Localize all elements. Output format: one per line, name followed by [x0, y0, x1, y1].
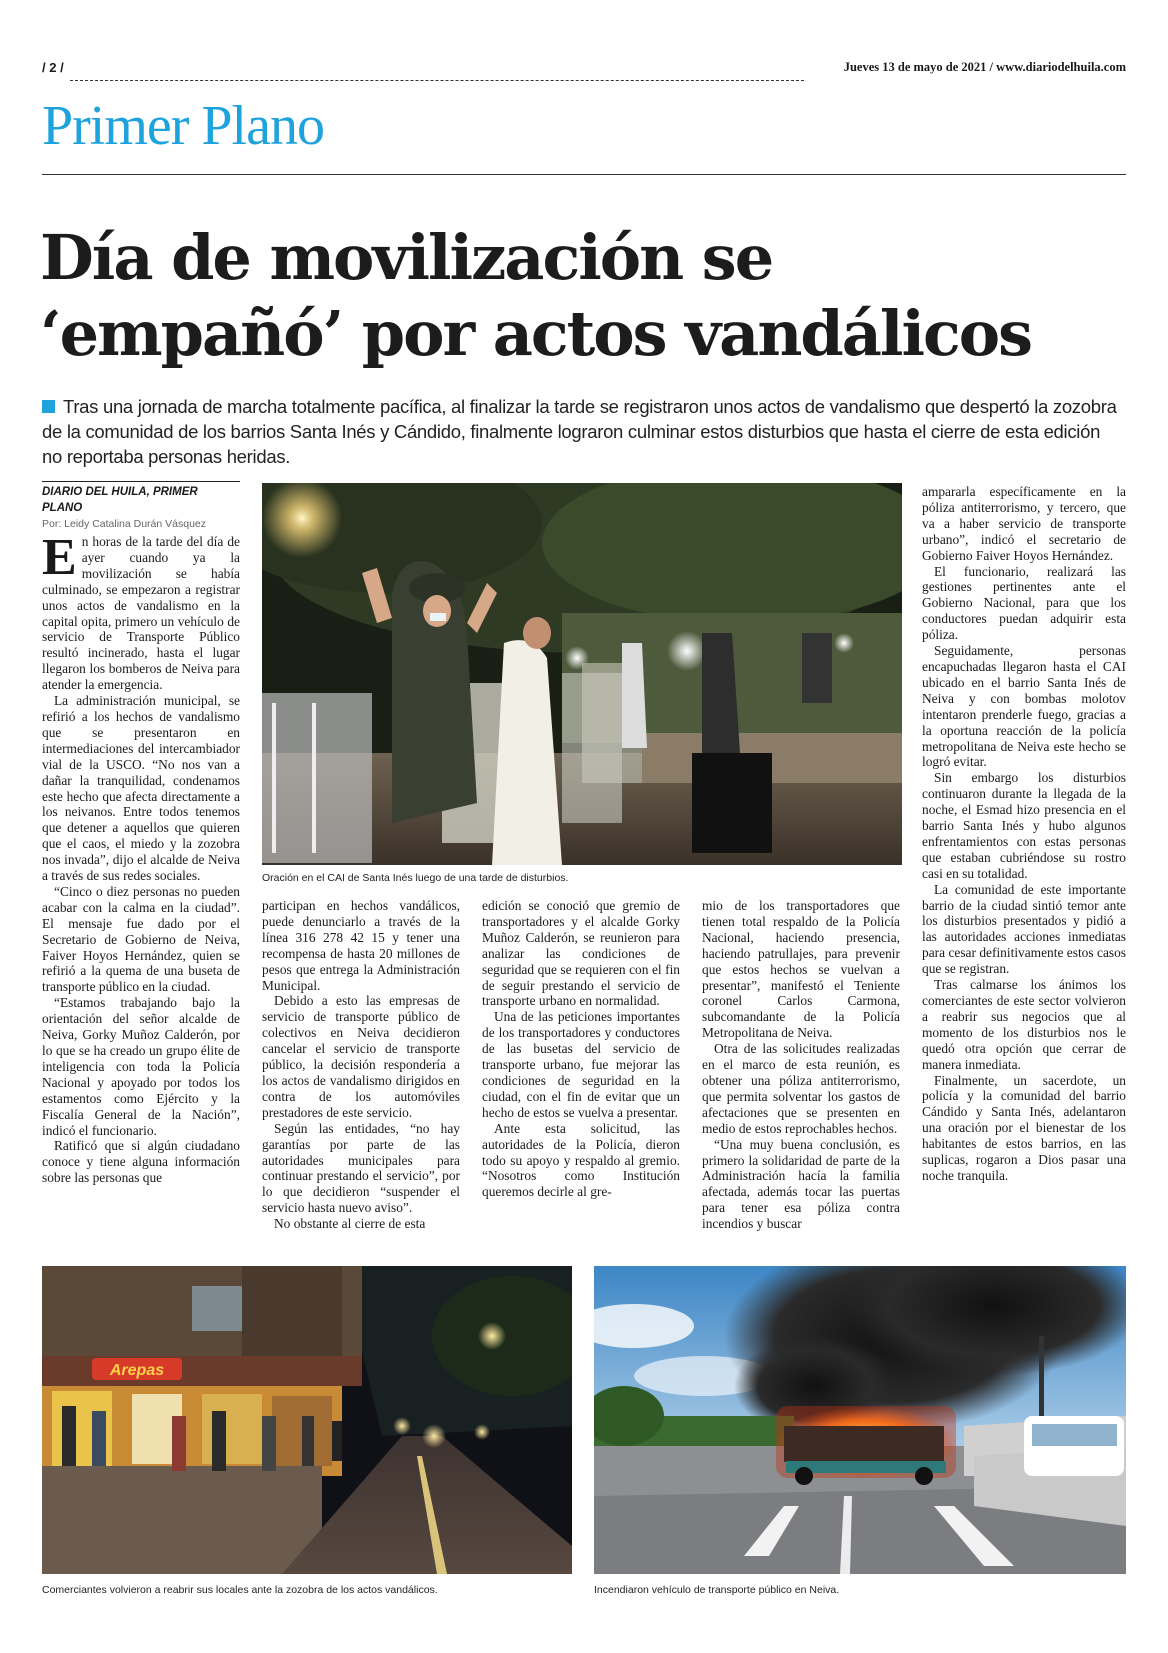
headline — [40, 220, 1130, 372]
article-column-5 — [922, 484, 1126, 1184]
page-number: / 2 / — [42, 60, 64, 75]
byline-divider — [42, 481, 240, 482]
article-column-1 — [42, 529, 240, 1186]
bottom-right-photo-caption: Incendiaron vehículo de transporte público en Neiva. — [594, 1584, 840, 1596]
column-1-paragraph-5: Ratificó que si algún ciudadano conoce y tiene alguna información sobre las personas que — [42, 1138, 240, 1186]
column-1-paragraph-2: La administración municipal, se refirió a los hechos de vandalismo que se presentaron en intermediaciones del intercambiador vial de la USCO. “No nos van a dañar la tranquilidad, condenamos este hecho que afecta directamente a los neivanos. Entre todos tenemos que detener a aquellos que quieren que el caos, el miedo y la zozobra nos invada”, dijo el alcalde de Neiva a través de sus redes sociales. — [42, 693, 240, 884]
page-header — [42, 60, 1126, 84]
street-night-illustration — [42, 1266, 572, 1574]
main-photo-prayer-cai — [262, 483, 902, 865]
column-4-paragraph-2: Otra de las solicitudes realizadas en el marco de esta reunión, es obtener una póliza antiterrorismo, que permita solventar los gastos de afectaciones que se presenten en medio de estos reprochables hechos. — [702, 1041, 900, 1136]
section-title: Primer Plano — [42, 95, 324, 157]
column-2-paragraph-2: Debido a esto las empresas de servicio de transporte público de colectivos en Neiva decidieron cancelar el servicio de transporte público, la decisión respondería a los actos de vandalismo dirigidos en contra de los automóviles prestadores de este servicio. — [262, 993, 460, 1120]
article-column-2 — [262, 898, 460, 1232]
byline-author: Por: Leidy Catalina Durán Vásquez — [42, 518, 207, 530]
article-column-3 — [482, 898, 680, 1200]
header-divider — [70, 80, 804, 81]
lead-bullet-square — [42, 400, 55, 413]
column-3-paragraph-2: Una de las peticiones importantes de los transportadores y conductores de las busetas del servicio de transporte urbano, fue mejorar las condiciones de seguridad en la ciudad, con el fin de evitar que un hecho de estos se vuelva a presentar. — [482, 1009, 680, 1120]
main-photo-illustration — [262, 483, 902, 865]
lead-text: Tras una jornada de marcha totalmente pacífica, al finalizar la tarde se registraron unos actos de vandalismo que despertó la zozobra de la comunidad de los barrios Santa Inés y Cándido, finalmente lograron culminar estos disturbios que hasta el cierre de esta edición no reportaba personas heridas. — [42, 396, 1117, 467]
column-4-paragraph-3: “Una muy buena conclusión, es primero la solidaridad de parte de la Administración hacía la familia afectada, además tocar las puertas para tener esa póliza contra incendios y buscar — [702, 1136, 900, 1232]
column-5-paragraph-6: Tras calmarse los ánimos los comerciantes de este sector volvieron a reabrir sus negocios que al momento de los disturbios nos le quedó otra opción que cerrar de manera inmediata. — [922, 977, 1126, 1072]
column-1-paragraph-3: “Cinco o diez personas no pueden acabar con la calma en la ciudad”. El mensaje fue dado por el Secretario de Gobierno de Neiva, Faiver Hoyos Hernández, quien se refirió a la quema de una buseta de transporte público en la ciudad. — [42, 883, 240, 995]
burning-bus-illustration — [594, 1266, 1126, 1574]
main-photo-caption: Oración en el CAI de Santa Inés luego de una tarde de disturbios. — [262, 872, 569, 884]
byline-source: DIARIO DEL HUILA, PRIMER PLANO — [42, 486, 198, 514]
article-column-4 — [702, 898, 900, 1232]
column-5-paragraph-5: La comunidad de este importante barrio de la ciudad sintió temor ante los disturbios presentados y pidió a las autoridades acciones inmediatas para cesar definitivamente estos casos que se registran. — [922, 881, 1126, 977]
column-1-paragraph-1: En horas de la tarde del día de ayer cuando ya la movilización se había culminado, se empezaron a registrar unos actos de vandalismo en la capital opita, primero un vehículo de servicio de Transporte Público resultó incinerado, hasta el lugar llegaron los bomberos de Neiva para atender la emergencia. — [42, 529, 240, 693]
column-5-paragraph-3: Seguidamente, personas encapuchadas llegaron hasta el CAI ubicado en el barrio Santa Inés de Neiva y con bombas molotov intentaron prenderle fuego, gracias a la oportuna reacción de la policía metropolitana de Neiva este hecho se logró evitar. — [922, 643, 1126, 770]
column-3-paragraph-1: edición se conoció que gremio de transportadores y el alcalde Gorky Muñoz Calderón, se reunieron para analizar las condiciones de seguridad que se requieren con el fin de seguir prestando el servicio de transporte urbano en normalidad. — [482, 898, 680, 1009]
column-2-paragraph-3: Según las entidades, “no hay garantías por parte de las autoridades municipales para continuar prestando el servicio”, por lo que decidieron “suspender el servicio hasta nuevo aviso”. — [262, 1120, 460, 1216]
column-5-paragraph-2: El funcionario, realizará las gestiones pertinentes ante el Gobierno Nacional, para que los conductores puedan adquirir esta póliza. — [922, 563, 1126, 643]
arepas-sign-text: Arepas — [109, 1362, 165, 1379]
headline-line-1: Día de movilización se — [40, 221, 773, 294]
column-5-paragraph-7: Finalmente, un sacerdote, un policía y la comunidad del barrio Cándido y Santa Inés, adelantaron una oración por el bienestar de los habitantes de estos barrios, en las suplicas, rogaron a Dios pasar una noche tranquila. — [922, 1072, 1126, 1183]
date-and-website: Jueves 13 de mayo de 2021 / www.diariodelhuila.com — [843, 60, 1126, 74]
column-5-paragraph-4: Sin embargo los disturbios continuaron durante la llegada de la noche, el Esmad hizo presencia en el barrio Santa Inés y hubo algunos enfrentamientos con estas personas que estaban cubriéndose su rostro casi en su totalidad. — [922, 770, 1126, 881]
drop-cap: E — [42, 529, 77, 586]
column-2-paragraph-4: No obstante al cierre de esta — [274, 1216, 426, 1232]
column-1-paragraph-4: “Estamos trabajando bajo la orientación del señor alcalde de Neiva, Gorky Muñoz Calderón, por lo que se ha creado un grupo élite de inteligencia con toda la Policía Nacional y apoyado por todos los estamentos como Ejército y la Fiscalía General de la Nación”, indicó el funcionario. — [42, 995, 240, 1138]
column-3-paragraph-3: Ante esta solicitud, las autoridades de la Policía, dieron todo su apoyo y respaldo al gremio. “Nosotros como Institución queremos decirle al gre- — [482, 1120, 680, 1200]
column-4-paragraph-1: mio de los transportadores que tienen total respaldo de la Policía Nacional, haciendo presencia, haciendo patrullajes, para prevenir que estos hechos se vuelvan a presentar”, manifestó el Teniente coronel Carlos Carmona, subcomandante de la Policía Metropolitana de Neiva. — [702, 898, 900, 1041]
bottom-right-photo-burning-bus — [594, 1266, 1126, 1574]
bottom-left-photo-caption: Comerciantes volvieron a reabrir sus locales ante la zozobra de los actos vandálicos. — [42, 1584, 438, 1596]
column-2-paragraph-1: participan en hechos vandálicos, puede denunciarlo a través de la línea 316 278 42 15 y tener una recompensa de hasta 20 millones de pesos que entrega la Administración Municipal. — [262, 898, 460, 993]
headline-line-2: ‘empañó’ por actos vandálicos — [40, 297, 1032, 370]
section-divider — [42, 174, 1126, 175]
column-5-paragraph-1: ampararla específicamente en la póliza antiterrorismo, y tercero, que va a haber servicio de transporte urbano”, indicó el secretario de Gobierno Faiver Hoyos Hernández. — [922, 484, 1126, 563]
lead-paragraph — [42, 394, 1122, 469]
bottom-left-photo-street-night — [42, 1266, 572, 1574]
